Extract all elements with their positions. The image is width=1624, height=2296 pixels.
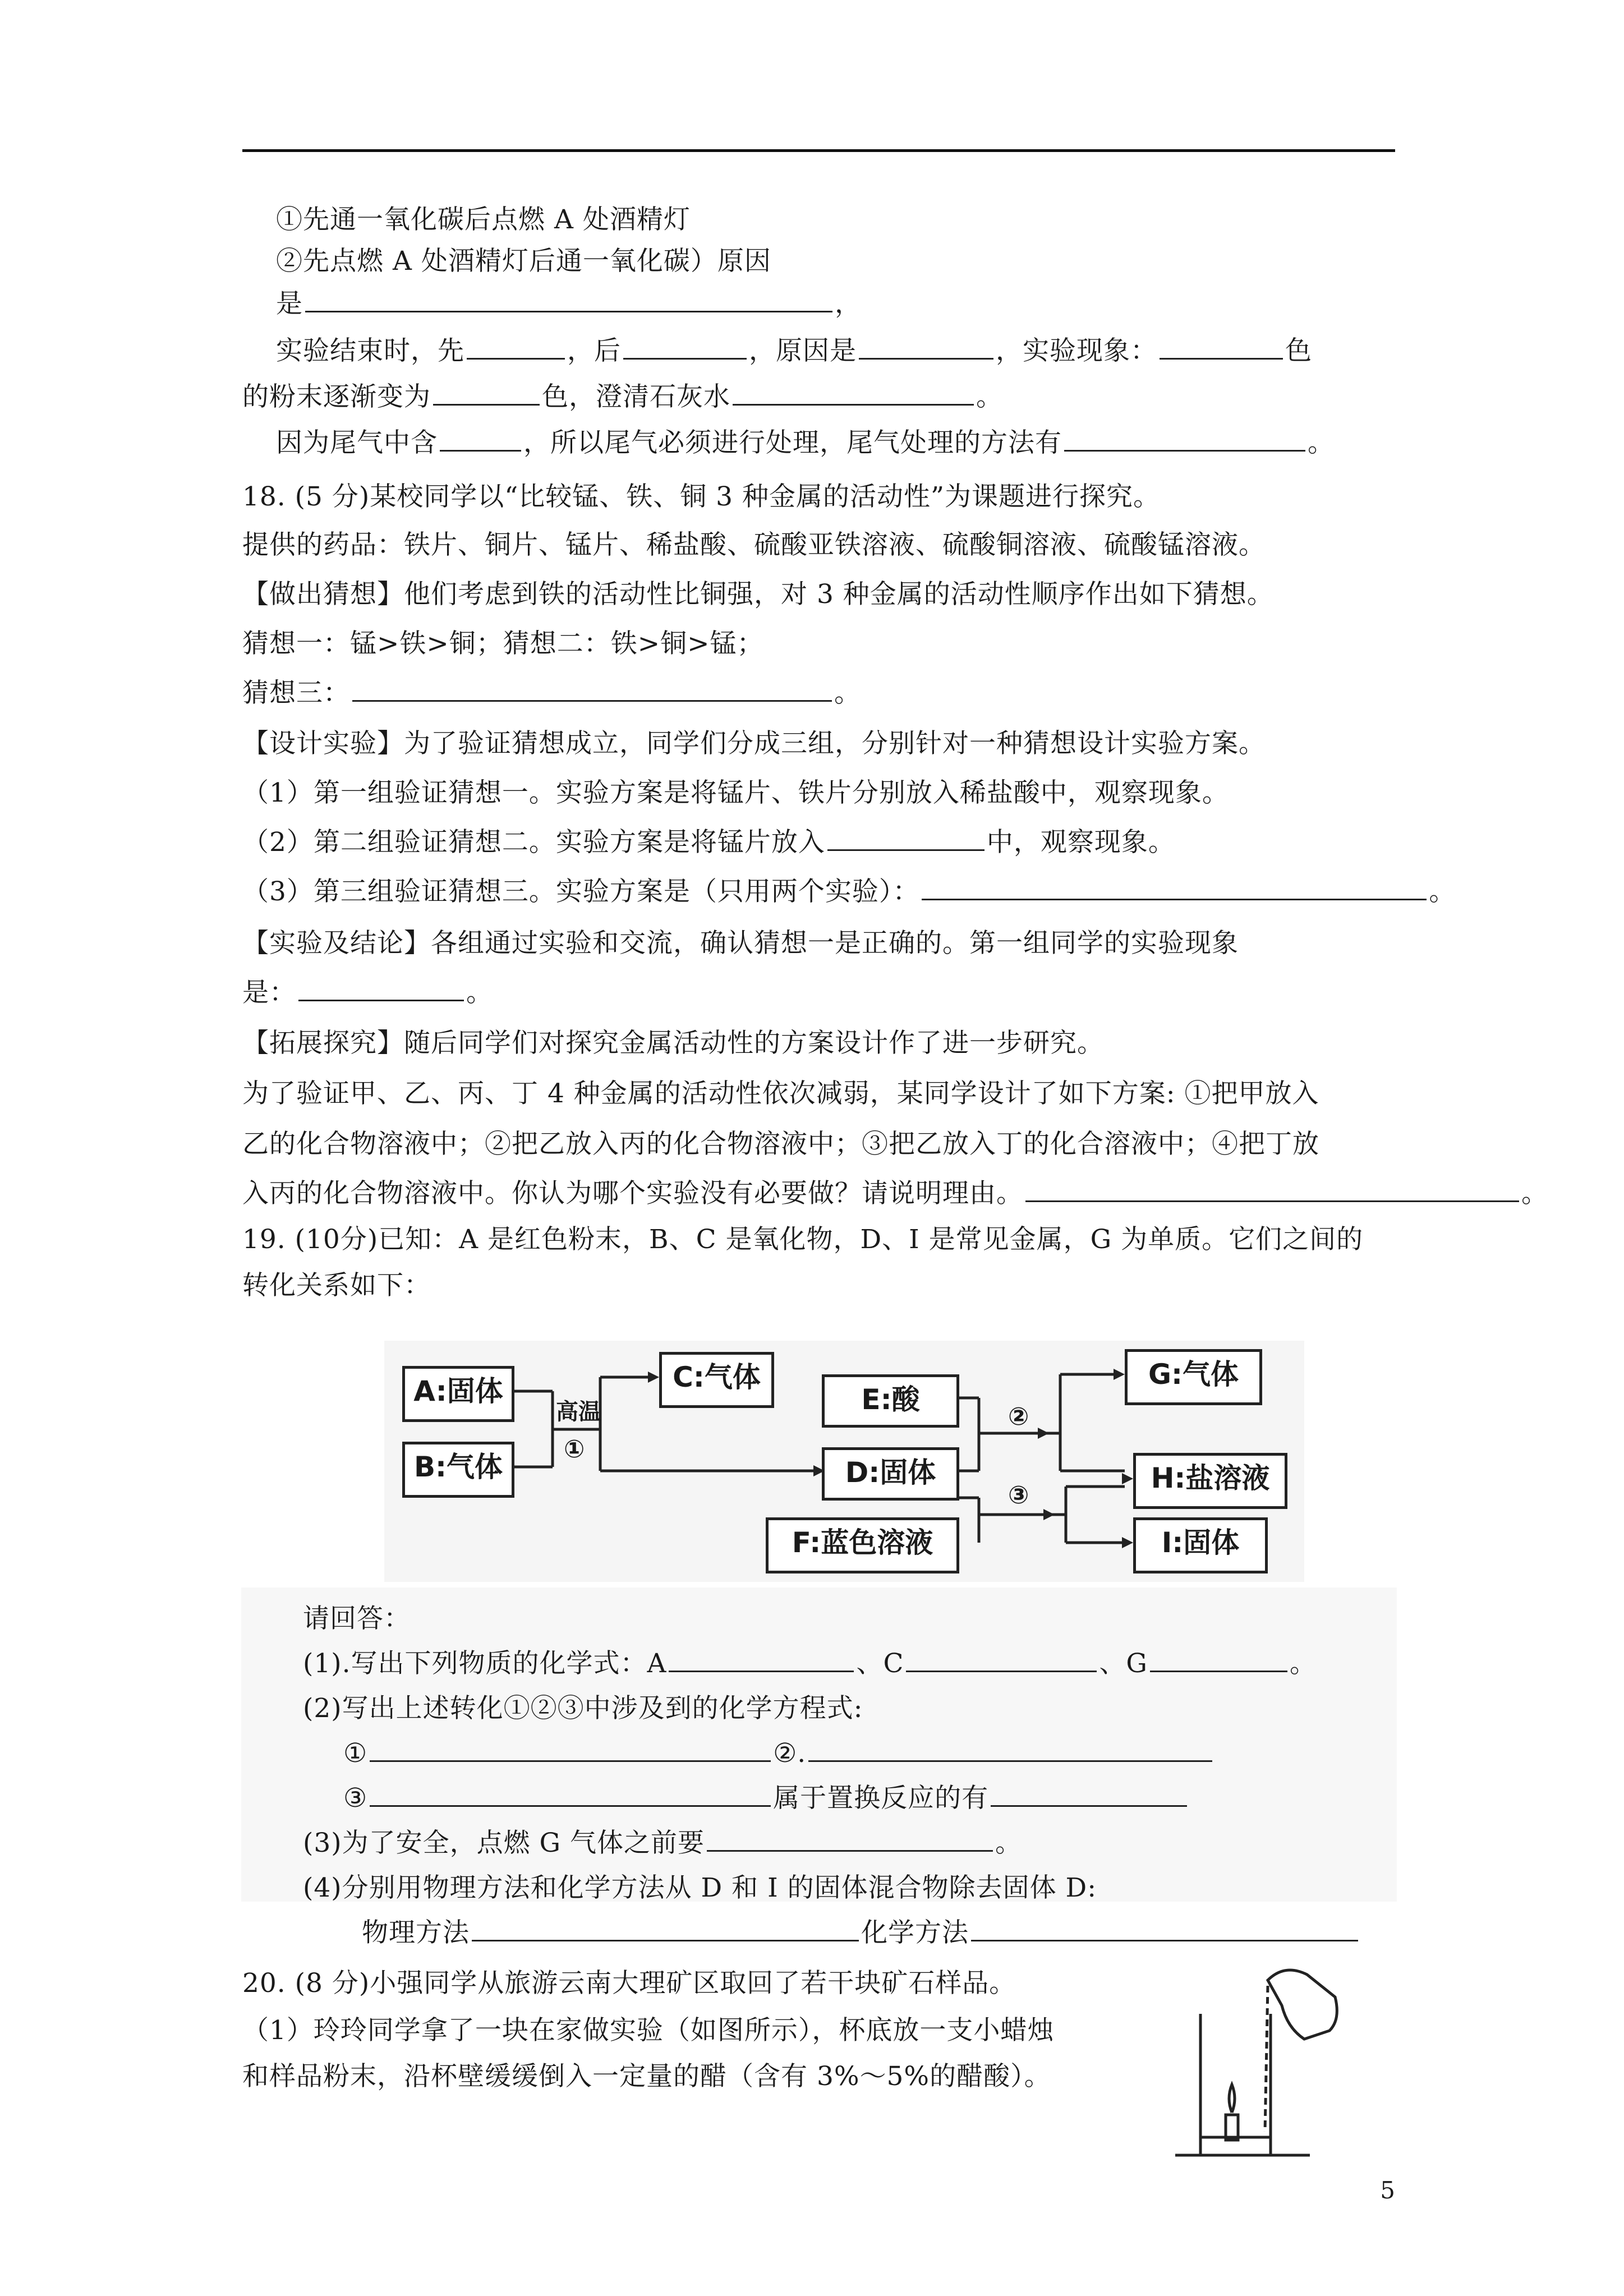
line-group1: （1）第一组验证猜想一。实验方案是将锰片、铁片分别放入稀盐酸中，观察现象。 [242, 777, 1229, 808]
line-answer-prompt: 请回答： [303, 1603, 411, 1634]
text: 。 [1308, 427, 1335, 458]
page-number: 5 [1380, 2177, 1395, 2204]
reaction-1-label: ① [564, 1435, 585, 1464]
text: ，实验现象： [996, 335, 1157, 366]
answer-blank[interactable] [991, 1783, 1187, 1807]
text: （2）第二组验证猜想二。实验方案是将锰片放入 [242, 827, 825, 858]
answer-blank[interactable] [971, 1917, 1358, 1941]
text: 猜想三： [242, 678, 350, 708]
conversion-diagram [384, 1341, 1304, 1582]
text: (3)为了安全，点燃 G 气体之前要 [303, 1828, 705, 1858]
line-expand: 【拓展探究】随后同学们对探究金属活动性的方案设计作了进一步研究。 [242, 1028, 1104, 1059]
line-q20-2: 和样品粉末，沿杯壁缓缓倒入一定量的醋（含有 3%～5%的醋酸）。 [242, 2061, 1051, 2092]
text: 。 [834, 678, 861, 708]
answer-blank[interactable] [1064, 427, 1305, 452]
answer-blank[interactable] [922, 876, 1427, 900]
cup-candle-drawing [1170, 1947, 1349, 2182]
text: 化学方法 [861, 1917, 969, 1948]
line-tail-gas [276, 426, 1335, 460]
condition-high-temp: 高温 [556, 1399, 601, 1425]
line-guess-intro: 【做出猜想】他们考虑到铁的活动性比铜强，对 3 种金属的活动性顺序作出如下猜想。 [242, 579, 1274, 610]
text: ，原因是 [749, 335, 857, 366]
line-step2: ②先点燃 A 处酒精灯后通一氧化碳）原因 [276, 246, 771, 277]
text: ① [343, 1738, 368, 1769]
text: 的粉末逐渐变为 [242, 381, 431, 412]
text: ，后 [567, 335, 621, 366]
line-drugs: 提供的药品：铁片、铜片、锰片、稀盐酸、硫酸亚铁溶液、硫酸铜溶液、硫酸锰溶液。 [242, 530, 1266, 560]
text: 属于置换反应的有 [773, 1783, 989, 1814]
line-guess3 [242, 677, 861, 710]
answer-blank[interactable] [906, 1648, 1097, 1672]
text: ②. [773, 1738, 807, 1769]
line-answer-4: (4)分别用物理方法和化学方法从 D 和 I 的固体混合物除去固体 D: [303, 1872, 1097, 1903]
text: 是 [276, 288, 303, 319]
text: 。 [1289, 1648, 1317, 1679]
text: 色，澄清石灰水 [542, 381, 730, 412]
line-q20-1: （1）玲玲同学拿了一块在家做实验（如图所示），杯底放一支小蜡烛 [242, 2015, 1055, 2046]
line-guess12: 猜想一：锰>铁>铜；猜想二：铁>铜>锰； [242, 628, 764, 659]
line-end-experiment [276, 334, 1312, 368]
text: 。 [1521, 1178, 1548, 1209]
text: 物理方法 [362, 1917, 470, 1948]
question-18: 18. (5 分)某校同学以“比较锰、铁、铜 3 种金属的活动性”为课题进行探究。 [242, 481, 1161, 512]
line-design: 【设计实验】为了验证猜想成立，同学们分成三组，分别针对一种猜想设计实验方案。 [242, 728, 1266, 759]
line-answer-2-row1 [343, 1737, 1214, 1770]
text: ， [835, 288, 862, 319]
answer-blank[interactable] [707, 1828, 993, 1852]
text: 。 [466, 977, 493, 1008]
text: 入丙的化合物溶液中。你认为哪个实验没有必要做？请说明理由。 [242, 1178, 1023, 1209]
box-f-blue-solution: F:蓝色溶液 [766, 1517, 959, 1573]
text: 中，观察现象。 [986, 827, 1175, 858]
answer-blank[interactable] [1025, 1178, 1519, 1202]
answer-blank[interactable] [1160, 335, 1283, 360]
answer-blank[interactable] [305, 288, 832, 312]
answer-blank[interactable] [1150, 1648, 1287, 1672]
box-h-salt-solution: H:盐溶液 [1133, 1453, 1287, 1509]
text: ③ [343, 1783, 368, 1814]
question-20: 20. (8 分)小强同学从旅游云南大理矿区取回了若干块矿石样品。 [242, 1968, 1016, 1999]
line-conclusion2 [242, 976, 493, 1010]
text: ，所以尾气必须进行处理，尾气处理的方法有 [523, 427, 1062, 458]
answer-blank[interactable] [808, 1738, 1212, 1762]
line-answer-2: (2)写出上述转化①②③中涉及到的化学方程式: [303, 1693, 863, 1724]
box-d-solid: D:固体 [822, 1447, 959, 1501]
answer-blank[interactable] [433, 381, 540, 406]
line-phenomenon [242, 380, 1003, 414]
text: 、C [856, 1648, 904, 1679]
answer-blank[interactable] [623, 335, 747, 360]
header-rule [242, 149, 1395, 152]
answer-blank[interactable] [440, 427, 521, 452]
question-19: 19. (10分)已知：A 是红色粉末，B、C 是氧化物，D、I 是常见金属，G 为单质。它们之间的 [242, 1224, 1364, 1255]
text: 色 [1285, 335, 1312, 366]
line-answer-4-row [362, 1916, 1360, 1950]
reaction-2-label: ② [1008, 1402, 1029, 1431]
answer-blank[interactable] [827, 827, 984, 851]
box-a-solid: A:固体 [402, 1366, 514, 1422]
line-reason [276, 287, 862, 321]
answer-blank[interactable] [733, 381, 974, 406]
answer-blank[interactable] [472, 1917, 859, 1941]
line-conclusion: 【实验及结论】各组通过实验和交流，确认猜想一是正确的。第一组同学的实验现象 [242, 928, 1239, 959]
answer-blank[interactable] [467, 335, 565, 360]
line-answer-2-row2 [343, 1782, 1189, 1815]
answer-blank[interactable] [370, 1738, 771, 1762]
text: （3）第三组验证猜想三。实验方案是（只用两个实验）： [242, 876, 920, 907]
answer-blank[interactable] [370, 1783, 771, 1807]
text: 因为尾气中含 [276, 427, 438, 458]
text: 实验结束时，先 [276, 335, 464, 366]
box-i-solid: I:固体 [1133, 1517, 1268, 1573]
line-expand-2: 乙的化合物溶液中；②把乙放入丙的化合物溶液中；③把乙放入丁的化合溶液中；④把丁放 [242, 1129, 1319, 1159]
line-group3 [242, 875, 1456, 909]
box-g-gas: G:气体 [1125, 1349, 1262, 1405]
box-b-gas: B:气体 [402, 1442, 514, 1498]
cup-candle-illustration [1170, 1947, 1349, 2182]
answer-blank[interactable] [859, 335, 993, 360]
text: 是： [242, 977, 296, 1008]
text: 。 [1429, 876, 1456, 907]
line-expand-3 [242, 1177, 1548, 1211]
answer-blank[interactable] [669, 1648, 854, 1672]
box-c-gas: C:气体 [659, 1352, 774, 1408]
line-group2 [242, 826, 1175, 859]
line-step1: ①先通一氧化碳后点燃 A 处酒精灯 [276, 204, 691, 235]
box-e-acid: E:酸 [822, 1374, 959, 1428]
answer-blank[interactable] [352, 678, 832, 702]
line-answer-3 [303, 1826, 1022, 1860]
text: (1).写出下列物质的化学式：A [303, 1648, 667, 1679]
line-q19-cont: 转化关系如下： [242, 1270, 431, 1301]
answer-blank[interactable] [298, 977, 464, 1001]
text: 。 [976, 381, 1003, 412]
line-answer-1 [303, 1647, 1317, 1681]
reaction-3-label: ③ [1008, 1481, 1029, 1510]
text: 。 [995, 1828, 1022, 1858]
text: 、G [1099, 1648, 1148, 1679]
line-expand-1: 为了验证甲、乙、丙、丁 4 种金属的活动性依次减弱，某同学设计了如下方案: ①把甲放入 [242, 1078, 1319, 1109]
